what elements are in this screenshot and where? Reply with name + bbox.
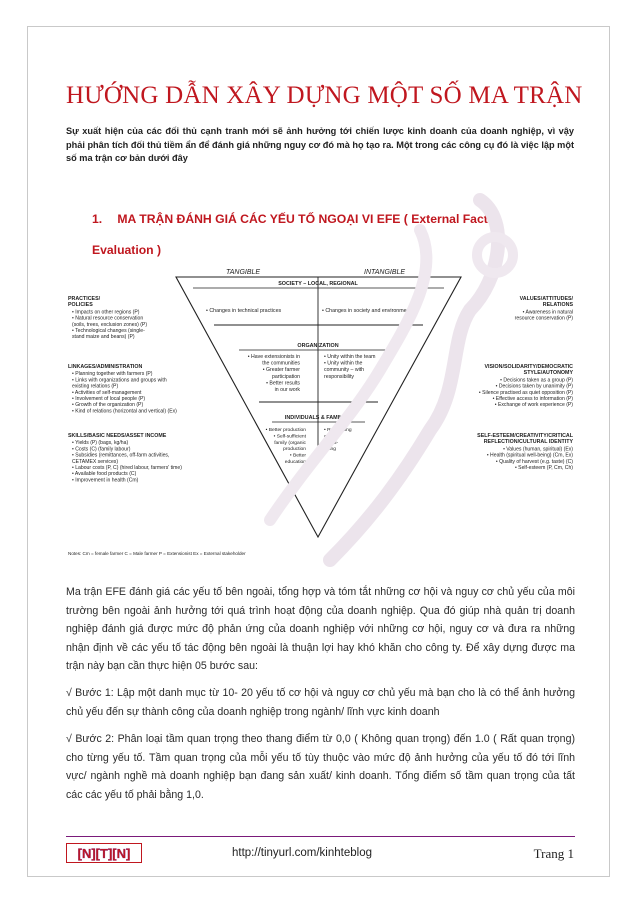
organization-label: ORGANIZATION — [297, 343, 339, 349]
right-block-2-heading-0: SELF-ESTEEM/CREATIVITY/CRITICAL — [477, 433, 573, 439]
left-column-blocks — [68, 296, 182, 483]
right-block-0-heading-1: RELATIONS — [542, 302, 573, 309]
figure-notes: Notes: Cm = female farmer C = Male farmer P = Extensionist Ex = External stakeholder — [68, 551, 246, 556]
left-block-2-item-1: • Costs (C) (family labour) — [72, 446, 131, 453]
individuals-label: INDIVIDUALS & FAMILIES — [284, 415, 352, 421]
right-block-1-item-2: • Silence practised as quiet opposition (P) — [478, 389, 573, 396]
ind-left-line-3: production — [283, 447, 306, 453]
society-right-text: • Changes in society and environment — [322, 308, 412, 314]
ind-right-line-3: being — [324, 447, 336, 453]
ind-left-line-1: • Self-sufficient — [273, 434, 306, 440]
left-block-0-heading-1: POLICIES — [68, 302, 93, 309]
right-block-1-item-3: • Effective access to information (P) — [492, 396, 573, 402]
society-label: SOCIETY – LOCAL, REGIONAL — [278, 281, 358, 287]
page-title: HƯỚNG DẪN XÂY DỰNG MỘT SỐ MA TRẬN — [66, 82, 583, 109]
individuals-left-list — [266, 427, 307, 465]
right-block-1-heading-0: VISION/SOLIDARITY/DEMOCRATIC — [484, 364, 573, 370]
organization-right-list — [324, 354, 375, 380]
left-block-0-item-1: • Natural resource conservation — [72, 315, 144, 322]
left-block-2-item-3: CETAMEX services) — [72, 458, 119, 465]
right-column-blocks — [477, 296, 574, 471]
section-number: 1. — [92, 212, 103, 226]
left-block-0-item-0: • Impacts on other regions (P) — [72, 309, 140, 316]
left-block-2-item-4: • Labour costs (P, C) (hired labour, farmers' time) — [72, 465, 182, 471]
right-block-1-item-0: • Decisions taken as a group (P) — [500, 377, 573, 384]
org-right-line-3: responsibility — [324, 373, 354, 380]
ind-right-line-1: others — [324, 434, 338, 440]
left-block-0-item-4: stand maize and beans) (P) — [72, 334, 135, 341]
org-right-line-2: community – with — [324, 367, 365, 374]
org-left-line-1: the communities — [262, 360, 300, 367]
left-block-2-item-6: • Improvement in health (Cm) — [72, 477, 139, 484]
org-right-line-1: • Unity within the — [324, 360, 363, 367]
right-block-2-item-1: • Health (spiritual well-being) (Cm, Ex) — [486, 452, 573, 459]
left-block-1-item-4: • Involvement of local people (P) — [72, 396, 146, 402]
left-block-1-item-5: • Growth of the organization (P) — [72, 402, 144, 409]
intangible-label: INTANGIBLE — [364, 269, 406, 276]
page-number: Trang 1 — [533, 846, 574, 861]
left-block-2-item-0: • Yields (P) (bags, kg/ha) — [72, 440, 129, 447]
right-block-2-item-2: • Quality of harvest (e.g. taste) (C) — [495, 458, 573, 465]
triangle-outline — [176, 277, 461, 537]
section-title-continued: Evaluation ) — [92, 243, 162, 257]
paragraph-step-2: √ Bước 2: Phân loại tầm quan trọng theo thang điểm từ 0,0 ( Không quan trọng) đến 1.0 ( Rất quan trọng) cho từng yếu tố. Tầm quan trọng của mỗi yếu tố tùy thuộc vào mức độ ảnh hưởng của yếu tố đó tới lĩnh vực/ ngành nghề mà doanh nghiệp bạn đang sản xuất/ kinh doanh. Tổng điểm số tầm quan trọng của tất các các yếu tố phải bằng 1,0. — [66, 733, 575, 801]
footer-divider — [66, 836, 575, 837]
section-title: MA TRẬN ĐÁNH GIÁ CÁC YẾU TỐ NGOẠI VI EFE ( External Factor — [117, 212, 500, 226]
intro-paragraph: Sự xuất hiện của các đối thủ cạnh tranh mới sẽ ảnh hưởng tới chiến lược kinh doanh của doanh nghiệp, vì vậy phải phân tích đối thủ tiềm ẩn để đánh giá những nguy cơ đó mà họ tạo ra. Một trong các công cụ đó là việc lập một số ma trận cơ bản dưới đây — [66, 126, 574, 163]
left-block-0-item-3: • Technological changes (single- — [72, 328, 145, 334]
right-block-0-item-0: • Awareness in natural — [522, 309, 573, 316]
right-block-1-item-4: • Exchange of work experience (P) — [494, 402, 573, 409]
left-block-2-item-2: • Subsidies (remittances, off-farm activities, — [72, 452, 170, 459]
left-block-1-heading-0: LINKAGES/ADMINISTRATION — [68, 364, 143, 370]
ind-left-line-0: • Better production — [265, 428, 306, 433]
ind-left-line-5: education — [284, 460, 306, 465]
paragraph-step-1: √ Bước 1: Lập một danh mục từ 10- 20 yếu tố cơ hội và nguy cơ chủ yếu mà bạn cho là có thể ảnh hưởng chủ yếu đến sự thành công của doanh nghiệp trong ngành/ lĩnh vực kinh doanh — [66, 687, 575, 718]
right-block-2-item-0: • Values (human, spiritual) (Ex) — [503, 446, 573, 453]
left-block-2-item-5: • Available food products (C) — [72, 471, 137, 478]
left-block-1-item-3: • Activities of self-management — [72, 389, 142, 396]
tangible-label: TANGIBLE — [226, 269, 261, 276]
left-block-1-item-0: • Planning together with farmers (P) — [72, 371, 153, 378]
left-block-0-item-2: (soils, trees, exclusion zones) (P) — [72, 321, 148, 328]
left-block-1-item-2: existing relations (P) — [72, 383, 119, 390]
left-block-1-item-6: • Kind of relations (horizontal and vertical) (Ex) — [72, 408, 177, 415]
society-left-text: • Changes in technical practices — [206, 308, 282, 314]
org-left-line-5: in our work — [274, 387, 300, 393]
org-left-line-3: participation — [272, 373, 300, 380]
section-heading — [92, 204, 562, 266]
right-block-2-item-3: • Self-esteem (P, Cm, Ch) — [514, 465, 573, 471]
left-block-0-heading-0: PRACTICES/ — [68, 296, 101, 302]
ntn-logo — [66, 843, 142, 863]
right-block-1-heading-1: STYLE/AUTONOMY — [523, 370, 573, 377]
left-block-2-heading-0: SKILLS/BASIC NEEDS/ASSET INCOME — [68, 433, 167, 439]
org-right-line-0: • Unity within the team — [324, 354, 376, 360]
paragraph-efe-description: Ma trận EFE đánh giá các yếu tố bên ngoài, tổng hợp và tóm tắt những cơ hội và nguy cơ chủ yếu của môi trường bên ngoài ảnh hưởng tới quá trình hoạt động của doanh nghiệp. Qua đó giúp nhà quản trị doanh nghiệp đánh giá được mức độ phản ứng của doanh nghiệp với những cơ hội, nguy cơ và đưa ra những nhận định về các yếu tố tác động bên ngoài là thuận lợi hay khó khăn cho công ty. Để xây dựng được ma trận này bạn cần thực hiện 05 bước sau: — [66, 586, 575, 673]
org-left-line-0: • Have extensionists in — [247, 354, 300, 360]
right-block-0-item-1: resource conservation (P) — [514, 315, 573, 322]
ind-right-line-0: • Respecting — [324, 428, 352, 433]
efe-diagram — [66, 265, 576, 560]
individuals-right-list — [324, 427, 352, 452]
ind-left-line-2: family (organic — [274, 440, 306, 446]
ind-left-line-4: • Better — [289, 453, 306, 459]
left-block-1-item-1: • Links with organizations and groups with — [72, 377, 167, 384]
right-block-2-heading-1: REFLECTION/CULTURAL IDENTITY — [483, 439, 573, 446]
logo-text: [N][T][N] — [77, 846, 131, 861]
right-block-0-heading-0: VALUES/ATTITUDES/ — [519, 296, 573, 302]
organization-left-list — [248, 354, 301, 393]
org-left-line-4: • Better results — [266, 380, 300, 387]
ind-right-line-2: • Well- — [324, 440, 339, 446]
right-block-1-item-1: • Decisions taken by unanimity (P) — [495, 383, 573, 390]
footer-url-link[interactable]: http://tinyurl.com/kinhteblog — [232, 847, 372, 859]
org-left-line-2: • Greater farmer — [262, 367, 300, 374]
